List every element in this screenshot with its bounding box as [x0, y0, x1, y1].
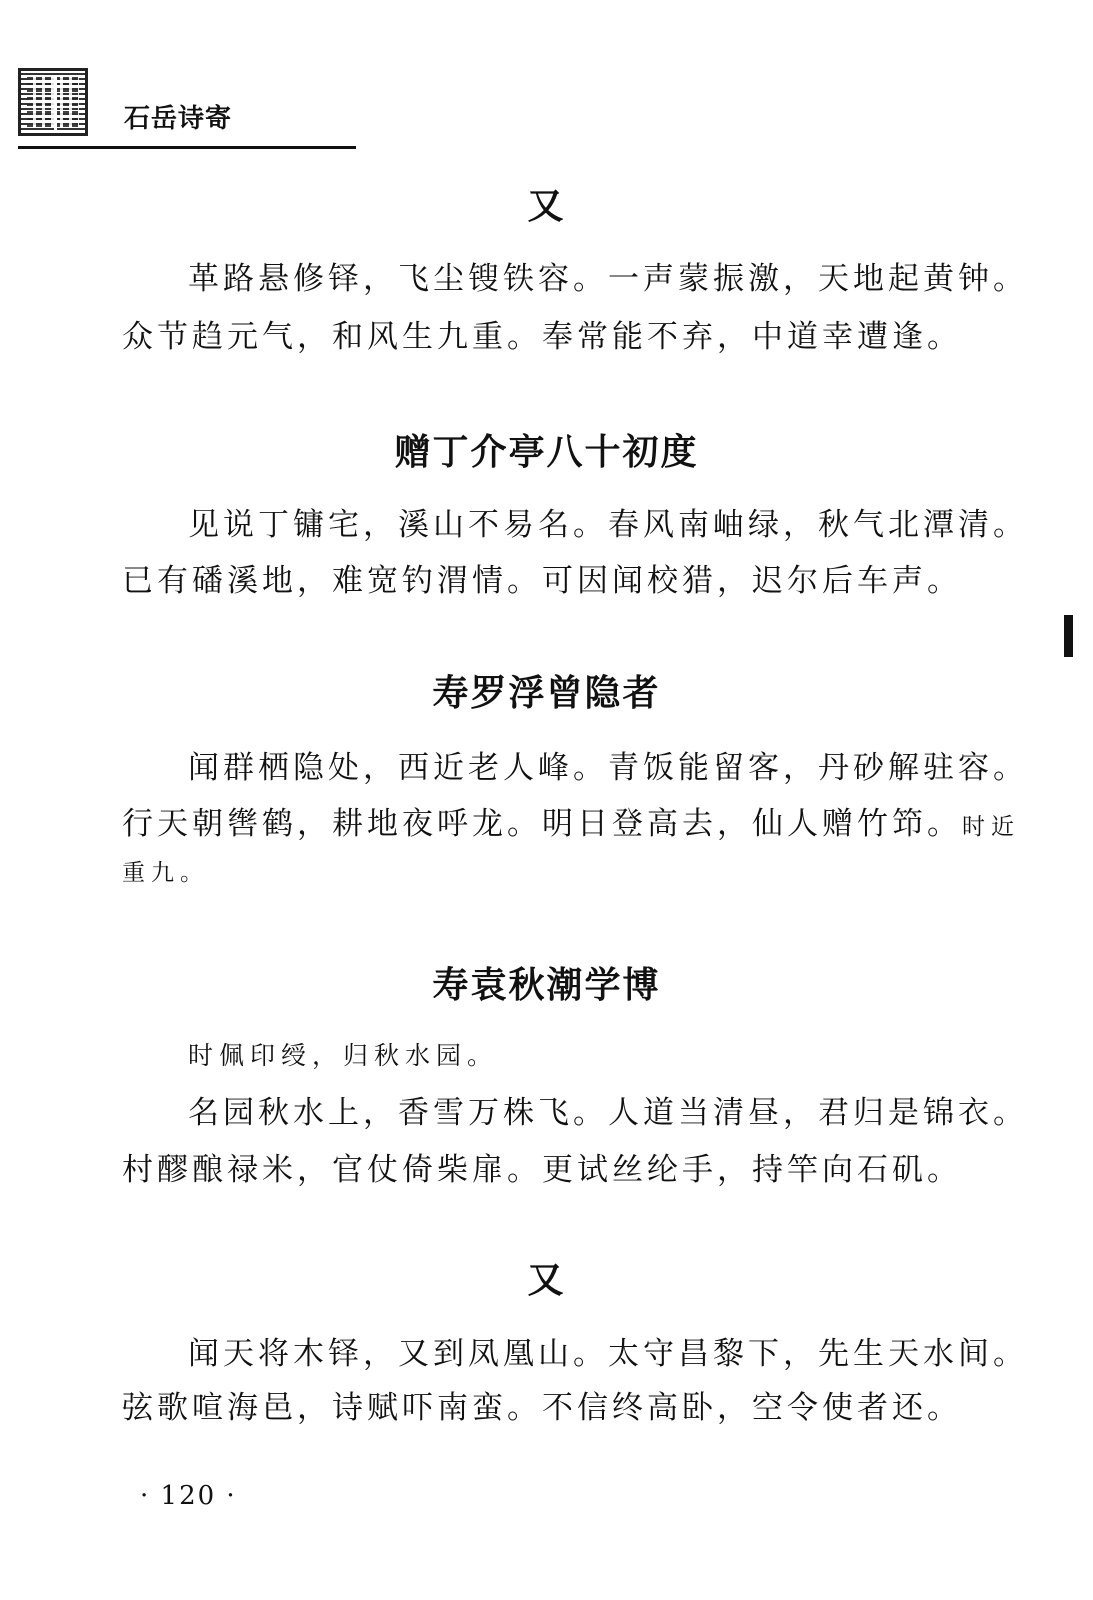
poem-title: 寿袁秋潮学博 [432, 964, 661, 1006]
seal-stamp-icon [18, 68, 88, 136]
poem-title: 又 [527, 185, 566, 227]
poem-line: 已有磻溪地，难宽钓渭情。可因闻校猎，迟尔后车声。 [122, 563, 962, 599]
poem-title: 又 [527, 1259, 566, 1301]
running-header [18, 68, 358, 158]
poem-line: 弦歌喧海邑，诗赋吓南蛮。不信终高卧，空令使者还。 [122, 1390, 962, 1426]
scan-edge-mark [1064, 615, 1073, 657]
poem-line: 闻群栖隐处，西近老人峰。青饭能留客，丹砂解驻容。 [188, 750, 1028, 786]
poem-line: 革路悬修铎，飞尘锼铁容。一声蒙振激，天地起黄钟。 [188, 261, 1028, 297]
poem-line-text: 行天朝辔鹤，耕地夜呼龙。明日登高去，仙人赠竹笻。 [122, 806, 962, 842]
poem-title: 寿罗浮曾隐者 [432, 672, 661, 714]
annotation-note-continued: 重九。 [122, 860, 209, 886]
book-title: 石岳诗寄 [124, 104, 233, 134]
annotation-note: 时近 [962, 814, 1020, 840]
poem-line: 村醪酿禄米，官仗倚柴扉。更试丝纶手，持竿向石矶。 [122, 1152, 962, 1188]
page-number: · 120 · [140, 1481, 237, 1511]
poem-line: 名园秋水上，香雪万株飞。人道当清昼，君归是锦衣。 [188, 1095, 1028, 1131]
poem-line: 众节趋元气，和风生九重。奉常能不弃，中道幸遭逢。 [122, 319, 962, 355]
poem-line: 见说丁镛宅，溪山不易名。春风南岫绿，秋气北潭清。 [188, 507, 1028, 543]
poem-line [122, 798, 1020, 843]
poem-preface: 时佩印绶，归秋水园。 [188, 1041, 499, 1070]
poem-line: 闻天将木铎，又到凤凰山。太守昌黎下，先生天水间。 [188, 1336, 1028, 1372]
poem-title: 赠丁介亭八十初度 [394, 431, 699, 473]
header-rule [18, 146, 356, 149]
